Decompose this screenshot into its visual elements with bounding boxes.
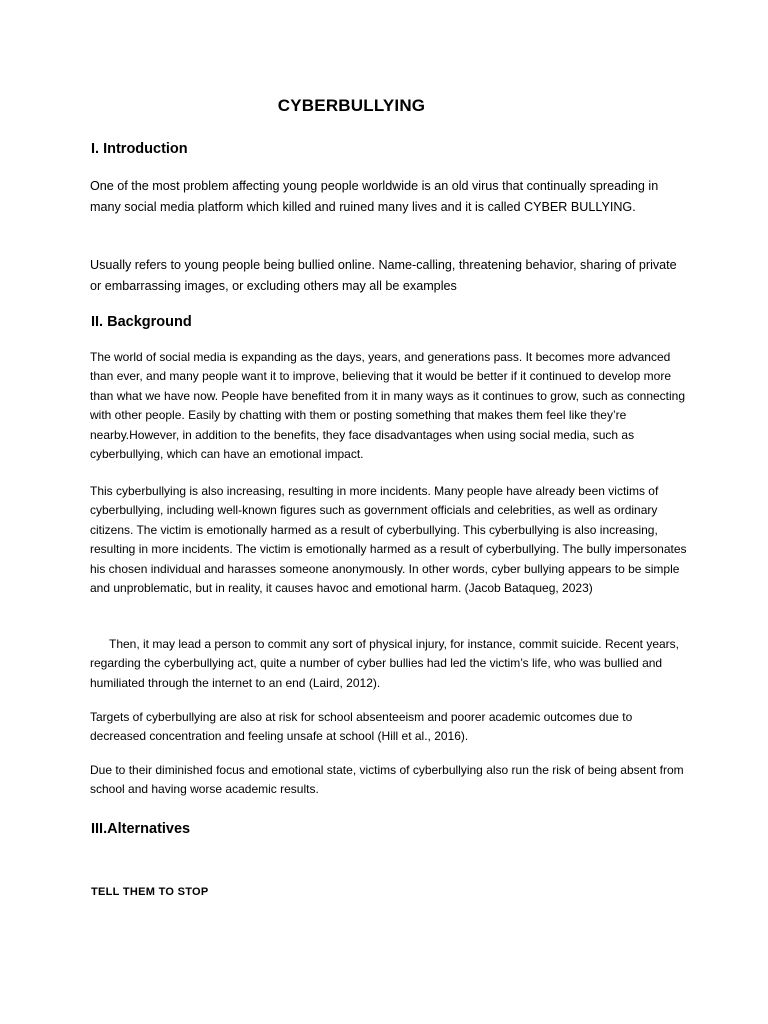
intro-paragraph-1: One of the most problem affecting young people worldwide is an old virus that continually spreading in many social media platform which killed and ruined many lives and it is called CYBER BULLYING.	[90, 179, 659, 214]
background-paragraph-5: Due to their diminished focus and emotional state, victims of cyberbullying also run the risk of being absent from school and having worse academic results.	[90, 763, 684, 797]
background-paragraph-2: This cyberbullying is also increasing, resulting in more incidents. Many people have already been victims of cyberbullying, including well-known figures such as government officials and celebrities, as well as ordinary citizens. The victim is emotionally harmed as a result of cyberbullying. This cyberbullying is also increasing, resulting in more incidents. The victim is emotionally harmed as a result of cyberbullying. The bully impersonates his chosen individual and harasses someone anonymously. In other words, cyber bullying appears to be simple and unproblematic, but in reality, it causes havoc and emotional harm. (Jacob Bataqueg, 2023)	[90, 484, 687, 596]
section-heading-introduction: I. Introduction	[91, 141, 188, 157]
intro-paragraph-2: Usually refers to young people being bullied online. Name-calling, threatening behavior, sharing of private or embarrassing images, or excluding others may all be examples	[90, 258, 677, 293]
section-heading-alternatives: III.Alternatives	[91, 821, 191, 837]
background-paragraph-4: Targets of cyberbullying are also at risk for school absenteeism and poorer academic outcomes due to decreased concentration and feeling unsafe at school (Hill et al., 2016).	[90, 710, 633, 744]
alternative-item: TELL THEM TO STOP	[91, 886, 209, 898]
section-heading-background: II. Background	[91, 314, 192, 330]
background-paragraph-1: The world of social media is expanding as the days, years, and generations pass. It becomes more advanced than ever, and many people want it to improve, believing that it would be better if it continued to develop more than what we have now. People have benefited from it in many ways as it continues to grow, such as connecting with other people. Easily by chatting with them or posting something that makes them feel like they’re nearby.However, in addition to the benefits, they face disadvantages when using social media, such as cyberbullying, which can have an emotional impact.	[90, 350, 686, 462]
document-title: CYBERBULLYING	[277, 96, 426, 115]
background-paragraph-3: Then, it may lead a person to commit any sort of physical injury, for instance, commit suicide. Recent years, regarding the cyberbullying act, quite a number of cyber bullies had led the victim’s life, who was bullied and humiliated through the internet to an end (Laird, 2012).	[90, 637, 680, 690]
